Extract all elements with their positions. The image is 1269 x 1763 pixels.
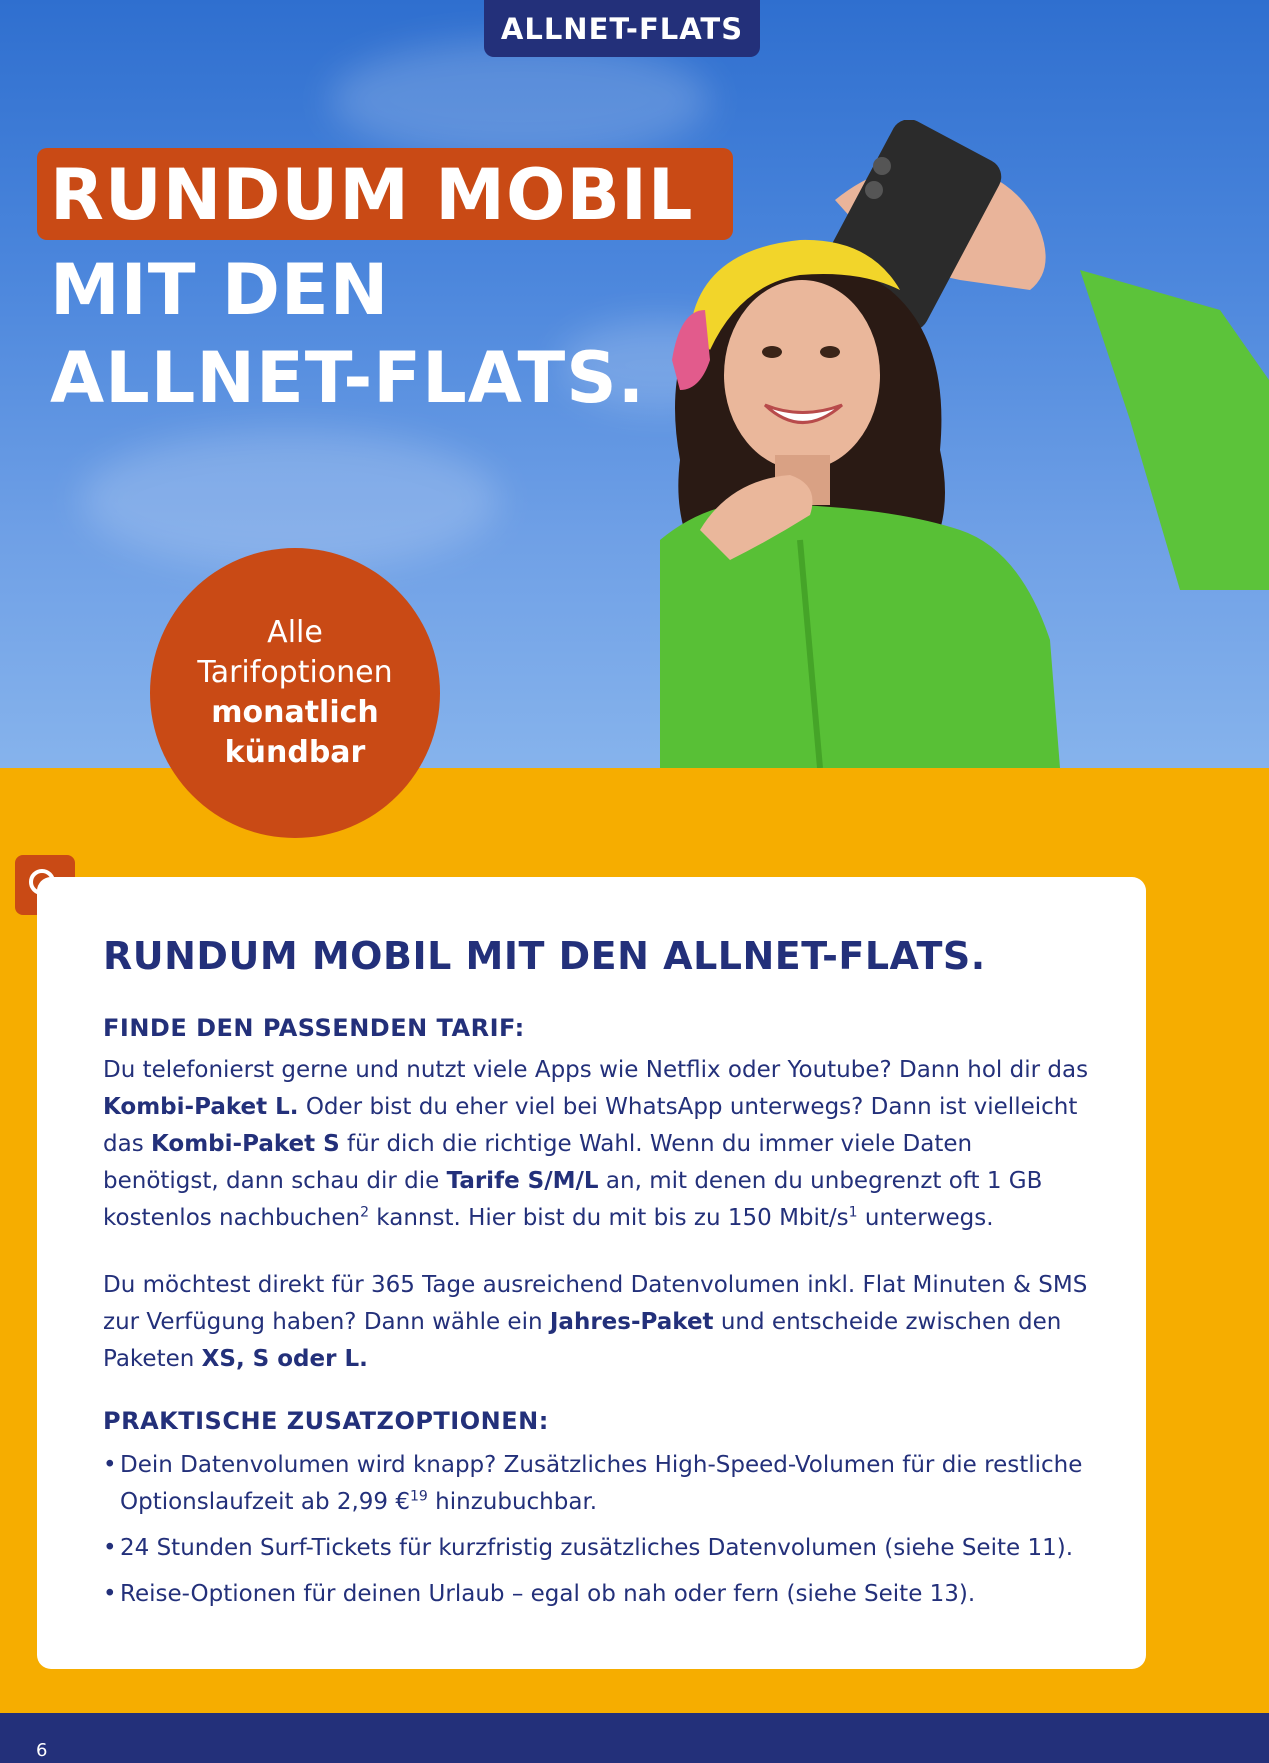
text: Du möchtest direkt für 365 Tage ausreichend Datenvolumen inkl. Flat Minuten & SMS zur Verfügung haben? Dann wähle ein bbox=[103, 1272, 1088, 1335]
woman-selfie-illustration bbox=[660, 120, 1269, 768]
section-tab: ALLNET-FLATS bbox=[484, 0, 760, 57]
paragraph-tariff bbox=[103, 1052, 1093, 1237]
text: für dich die richtige Wahl. Wenn du immer viele Daten benötigst, dann schau dir die bbox=[103, 1131, 973, 1194]
page-number: 6 bbox=[36, 1740, 48, 1761]
headline-line-3: ALLNET-FLATS. bbox=[50, 337, 646, 419]
options-list bbox=[103, 1447, 1093, 1622]
footnote-ref: 2 bbox=[360, 1204, 369, 1221]
paragraph-annual bbox=[103, 1267, 1093, 1378]
section-heading-tariff: FINDE DEN PASSENDEN TARIF: bbox=[103, 1014, 525, 1042]
headline-line-1: RUNDUM MOBIL bbox=[50, 154, 694, 236]
text: Du telefonierst gerne und nutzt viele Apps wie Netflix oder Youtube? Dann hol dir das bbox=[103, 1057, 1089, 1083]
headline-line-2: MIT DEN bbox=[50, 249, 390, 331]
text: und entscheide zwischen den Paketen bbox=[103, 1309, 1062, 1372]
info-card bbox=[37, 877, 1146, 1669]
list-item: • 24 Stunden Surf-Tickets für kurzfristig zusätzliches Datenvolumen (siehe Seite 11). bbox=[103, 1530, 1093, 1567]
badge-line-2: Tarifoptionen bbox=[197, 655, 393, 690]
list-item: • Reise-Optionen für deinen Urlaub – egal ob nah oder fern (siehe Seite 13). bbox=[103, 1576, 1093, 1613]
footnote-ref: 1 bbox=[848, 1204, 858, 1221]
text: an, mit denen du unbegrenzt oft 1 GB kostenlos nachbuchen bbox=[103, 1168, 1043, 1231]
footnote-ref: 19 bbox=[410, 1488, 428, 1505]
cancellation-badge bbox=[150, 548, 440, 838]
text: kannst. Hier bist du mit bis zu 150 Mbit/s bbox=[369, 1205, 849, 1231]
badge-line-3: monatlich bbox=[211, 695, 379, 730]
bold-text: Jahres-Paket bbox=[549, 1309, 714, 1335]
section-heading-options: PRAKTISCHE ZUSATZOPTIONEN: bbox=[103, 1407, 549, 1435]
list-item bbox=[103, 1447, 1093, 1521]
badge-line-1: Alle bbox=[267, 615, 323, 650]
text: Dein Datenvolumen wird knapp? Zusätzliches High-Speed-Volumen für die restliche Optionslaufzeit ab 2,99 € bbox=[120, 1452, 1083, 1515]
bold-text: XS, S oder L. bbox=[201, 1346, 368, 1372]
bold-text: Tarife S/M/L bbox=[446, 1168, 599, 1194]
card-title: RUNDUM MOBIL MIT DEN ALLNET-FLATS. bbox=[103, 934, 986, 978]
text: unterwegs. bbox=[857, 1205, 994, 1231]
text: Oder bist du eher viel bei WhatsApp unterwegs? Dann ist vielleicht das bbox=[103, 1094, 1078, 1157]
text: hinzubuchbar. bbox=[427, 1489, 598, 1515]
bold-text: Kombi-Paket S bbox=[151, 1131, 340, 1157]
footer-bar bbox=[0, 1713, 1269, 1763]
badge-line-4: kündbar bbox=[224, 735, 366, 770]
bold-text: Kombi-Paket L. bbox=[103, 1094, 299, 1120]
